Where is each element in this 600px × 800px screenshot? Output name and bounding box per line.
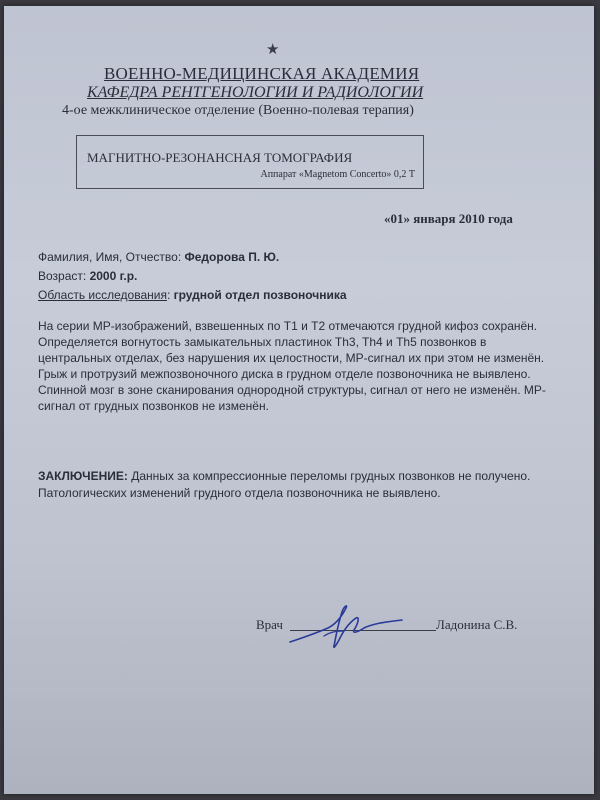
handwritten-signature bbox=[284, 598, 414, 658]
document-page bbox=[4, 6, 594, 794]
clinic-department: 4-ое межклиническое отделение (Военно-полевая терапия) bbox=[62, 103, 414, 118]
signature-label: Врач bbox=[256, 617, 283, 632]
report-date: «01» января 2010 года bbox=[384, 211, 513, 226]
patient-age-line bbox=[38, 269, 137, 283]
study-area-label: Область исследования bbox=[38, 288, 167, 302]
study-area-line bbox=[38, 288, 347, 302]
department-title: КАФЕДРА РЕНТГЕНОЛОГИИ И РАДИОЛОГИИ bbox=[87, 84, 424, 101]
patient-name-line bbox=[38, 250, 279, 264]
patient-name-label: Фамилия, Имя, Отчество: bbox=[38, 250, 185, 264]
academy-title: ВОЕННО-МЕДИЦИНСКАЯ АКАДЕМИЯ bbox=[104, 64, 420, 83]
patient-name-value: Федорова П. Ю. bbox=[184, 250, 280, 264]
study-type-box bbox=[76, 135, 424, 189]
findings-paragraph: Грыж и протрузий межпозвоночного диска в грудном отделе позвоночника не выявлено. bbox=[38, 367, 531, 381]
doctor-name: Ладонина С.В. bbox=[436, 617, 518, 632]
findings-paragraph: Спинной мозг в зоне сканирования однородной структуры, сигнал от него не изменён. МР-сигнал от грудных позвонков не изменён. bbox=[38, 383, 546, 413]
study-area-separator: : bbox=[166, 288, 174, 302]
findings-paragraph: На серии МР-изображений, взвешенных по Т1 и Т2 отмечаются грудной кифоз сохранён. Определяется вогнутость замыкательных пластинок Th3, Th4 и Th5 позвонков в центральных отделах, без нарушения их целостности, МР-сигнал их при этом не изменён. bbox=[38, 319, 545, 365]
patient-age-value: 2000 г.р. bbox=[89, 269, 138, 283]
conclusion-text: Данных за компрессионные переломы грудных позвонков не получено. Патологических изменений грудного отдела позвоночника не выявлено. bbox=[38, 469, 531, 500]
study-type-title: МАГНИТНО-РЕЗОНАНСНАЯ ТОМОГРАФИЯ bbox=[87, 150, 353, 165]
patient-age-label: Возраст: bbox=[38, 269, 90, 283]
conclusion-section bbox=[38, 468, 558, 502]
device-name: Аппарат «Magnetom Concerto» 0,2 Т bbox=[260, 169, 415, 180]
star-icon: ★ bbox=[266, 42, 280, 58]
conclusion-label: ЗАКЛЮЧЕНИЕ: bbox=[38, 469, 128, 483]
study-area-value: грудной отдел позвоночника bbox=[173, 288, 347, 302]
findings-section bbox=[38, 318, 558, 414]
